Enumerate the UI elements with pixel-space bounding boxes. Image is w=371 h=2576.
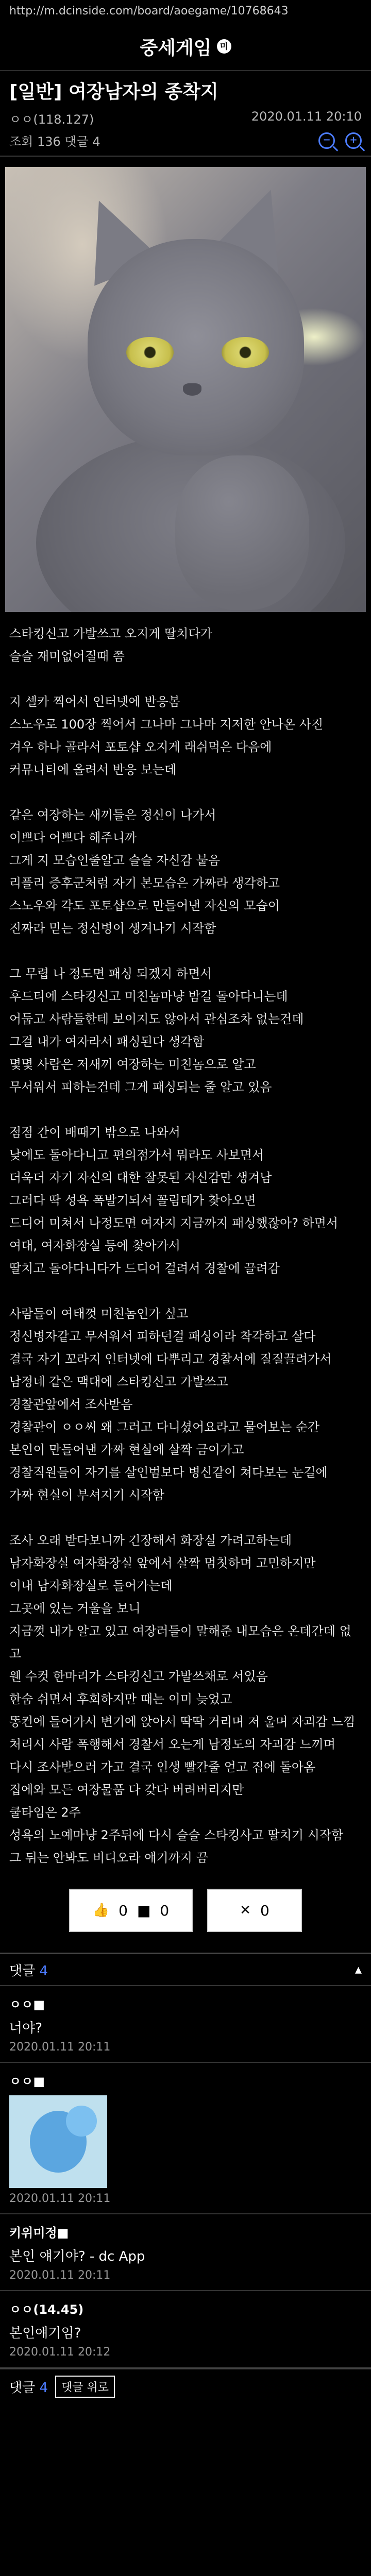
comments-header[interactable] xyxy=(0,1953,371,1986)
post-author[interactable]: ㅇㅇ(118.127) xyxy=(9,112,94,127)
recommend-area xyxy=(0,1889,371,1932)
comment-body: 본인 얘기야? - dc App xyxy=(9,2249,145,2264)
thumbs-down-icon: ✕ xyxy=(240,1903,251,1918)
post-body-line: 후드티에 스타킹신고 미친놈마냥 밤길 돌아다니는데 xyxy=(9,989,288,1004)
post-body-spacer xyxy=(9,1280,362,1302)
post-body-line: 본인이 만들어낸 가짜 현실에 살짝 금이가고 xyxy=(9,1443,244,1457)
post-body-line: 스타킹신고 가발쓰고 오지게 딸치다가 xyxy=(9,626,212,641)
post-body-line: 다시 조사받으러 가고 결국 인생 빨간줄 얻고 집에 돌아옴 xyxy=(9,1760,316,1774)
font-zoom-controls xyxy=(318,132,362,149)
comment-date: 2020.01.11 20:11 xyxy=(9,2041,111,2054)
comment-body: 본인얘기임? xyxy=(9,2326,81,2341)
post-title: [일반] 여장남자의 종착지 xyxy=(9,81,218,103)
comments-label: 댓글 xyxy=(9,1963,36,1979)
post-body-line: 드디어 미쳐서 나정도면 여자지 지금까지 패싱했잖아? 하면서 xyxy=(9,1216,339,1230)
post-body-line: 웬 수컷 한마리가 스타킹신고 가발쓰채로 서있음 xyxy=(9,1669,268,1684)
comments-count-number: 4 xyxy=(39,1963,48,1979)
post-meta xyxy=(9,109,362,127)
post-body-line: 똥컨에 들어가서 변기에 앉아서 딱딱 거리며 저 울며 자괴감 느낌 xyxy=(9,1715,356,1729)
post-body xyxy=(0,622,371,1869)
gallery-title[interactable] xyxy=(140,33,231,60)
post-body-line: 그게 지 모습인줄알고 슬슬 자신감 붙음 xyxy=(9,853,221,868)
post-datetime: 2020.01.11 20:10 xyxy=(251,109,362,124)
post-body-line: 정신병자같고 무서워서 피하던걸 패싱이라 착각하고 살다 xyxy=(9,1329,316,1344)
post-body-line: 스노우로 100장 찍어서 그나마 그나마 지저한 안나온 사진 xyxy=(9,717,324,732)
zoom-out-icon[interactable]: − xyxy=(318,132,335,149)
gallery-name[interactable]: 중세게임 xyxy=(140,37,212,59)
post-body-line: 경찰관앞에서 조사받음 xyxy=(9,1397,133,1412)
minor-gallery-badge-icon: 미 xyxy=(217,39,231,54)
post-body-line: 경찰관이 ㅇㅇ씨 왜 그러고 다니셨어요라고 물어보는 순간 xyxy=(9,1420,320,1434)
bottom-comment-number: 4 xyxy=(39,2380,48,2396)
post-body-line: 더욱더 자기 자신의 대한 잘못된 자신감만 생겨남 xyxy=(9,1171,272,1185)
post-body-line: 성욕의 노예마냥 2주뒤에 다시 슬슬 스타킹사고 딸치기 시작함 xyxy=(9,1828,344,1842)
sticker-shape xyxy=(66,2106,97,2137)
post-stats: 조회 136 댓글 4 xyxy=(9,134,100,149)
comment-nick[interactable]: ㅇㅇ■ xyxy=(9,1997,45,2012)
comment-date: 2020.01.11 20:11 xyxy=(9,2192,111,2205)
zoom-in-icon[interactable]: + xyxy=(345,132,362,149)
comment-nick[interactable]: 키위미정■ xyxy=(9,2226,69,2240)
comment-body: 너야? xyxy=(9,2021,43,2036)
post-body-line: 점점 간이 배때기 밖으로 나와서 xyxy=(9,1125,180,1140)
cat-paw xyxy=(175,455,309,610)
chevron-up-icon[interactable]: ▴ xyxy=(355,1962,362,1977)
post-body-line: 남정네 같은 맥대에 스타킹신고 가발쓰고 xyxy=(9,1375,228,1389)
dccon-sticker[interactable] xyxy=(9,2095,107,2188)
post-body-line: 집에와 모든 여장물품 다 갖다 버려버리지만 xyxy=(9,1783,244,1797)
recommend-fixed-count: 0 xyxy=(160,1902,170,1919)
comments-count xyxy=(9,1960,48,1979)
thumbs-up-icon: 👍 xyxy=(92,1903,110,1918)
post-body-line: 어둡고 사람들한테 보이지도 않아서 관심조차 없는건데 xyxy=(9,1012,304,1026)
post-body-line: 그 뒤는 안봐도 비디오라 얘기까지 끔 xyxy=(9,1851,208,1865)
post-body-line: 같은 여장하는 새끼들은 정신이 나가서 xyxy=(9,808,216,822)
post-stats-row xyxy=(9,131,362,149)
bottom-comment-bar xyxy=(0,2368,371,2403)
cat-eye-right xyxy=(222,337,269,368)
post-body-line: 낮에도 돌아다니고 편의점가서 뭐라도 사보면서 xyxy=(9,1148,264,1162)
post-header xyxy=(0,71,371,157)
comment-item xyxy=(0,2214,371,2291)
cat-nose xyxy=(183,383,201,396)
not-recommend-button[interactable] xyxy=(207,1889,302,1932)
post-body-line: 진짜라 믿는 정신병이 생겨나기 시작함 xyxy=(9,921,216,936)
post-body-line: 딸치고 돌아다니다가 드디어 걸려서 경찰에 끌려감 xyxy=(9,1261,280,1276)
post-body-line: 이내 남자화장실로 들어가는데 xyxy=(9,1579,173,1593)
post-body-line: 커뮤니티에 올려서 반응 보는데 xyxy=(9,762,177,777)
post-body-line: 처리시 사람 폭행해서 경찰서 오는게 남정도의 자괴감 느끼며 xyxy=(9,1737,336,1752)
comment-date: 2020.01.11 20:11 xyxy=(9,2269,111,2282)
post-body-spacer xyxy=(9,668,362,690)
comment-item xyxy=(0,2063,371,2214)
post-body-line: 가짜 현실이 부셔지기 시작함 xyxy=(9,1488,165,1502)
post-body-spacer xyxy=(9,940,362,962)
comment-nick[interactable]: ㅇㅇ(14.45) xyxy=(9,2302,84,2317)
comment-date: 2020.01.11 20:12 xyxy=(9,2346,111,2359)
post-image[interactable] xyxy=(5,167,366,612)
post-body-line: 경찰직원들이 자기를 살인범보다 병신같이 쳐다보는 눈길에 xyxy=(9,1465,328,1480)
post-body-line: 남자화장실 여자화장실 앞에서 살짝 멈칫하며 고민하지만 xyxy=(9,1556,316,1570)
post-body-line: 스노우와 각도 포토샵으로 만들어낸 자신의 모습이 xyxy=(9,899,280,913)
cat-eye-left xyxy=(126,337,174,368)
post-body-line: 그 무렵 나 정도면 패싱 되겠지 하면서 xyxy=(9,967,212,981)
post-body-spacer xyxy=(9,781,362,804)
recommend-up-count: 0 xyxy=(119,1902,128,1919)
post-body-line: 리플리 증후군처럼 자기 본모습은 가짜라 생각하고 xyxy=(9,876,280,890)
post-body-line: 지금껏 내가 알고 있고 여장러들이 말해준 내모습은 온데간데 없고 xyxy=(9,1624,351,1661)
post-body-spacer xyxy=(9,1098,362,1121)
post-body-line: 겨우 하나 골라서 포토샵 오지게 래쉬먹은 다음에 xyxy=(9,740,272,754)
post-body-line: 쿨타임은 2주 xyxy=(9,1805,81,1820)
fixed-recommend-icon: ■ xyxy=(137,1902,151,1919)
cat-head-shape xyxy=(88,239,304,455)
comment-item xyxy=(0,1986,371,2063)
bottom-comment-label: 댓글 xyxy=(9,2380,36,2396)
post-body-line: 이쁘다 어쁘다 해주니까 xyxy=(9,831,137,845)
recommend-button[interactable] xyxy=(69,1889,193,1932)
post-body-line: 그곳에 있는 거울을 보니 xyxy=(9,1601,141,1616)
comment-list xyxy=(0,1986,371,2368)
post-body-line: 결국 자기 꼬라지 인터넷에 다뿌리고 경찰서에 질질끌려가서 xyxy=(9,1352,332,1366)
post-body-line: 슬슬 재미없어질때 쯤 xyxy=(9,649,125,664)
comment-item xyxy=(0,2291,371,2368)
comment-nick[interactable]: ㅇㅇ■ xyxy=(9,2074,45,2089)
post-body-line: 조사 오래 받다보니까 긴장해서 화장실 가려고하는데 xyxy=(9,1533,292,1548)
post-body-line: 무서워서 피하는건데 그게 패싱되는 줄 알고 있음 xyxy=(9,1080,272,1094)
post-body-line: 사람들이 여태껏 미친놈인가 싶고 xyxy=(9,1307,189,1321)
post-body-line: 그러다 딱 성욕 폭발기되서 꼴림테가 찾아오면 xyxy=(9,1193,256,1208)
post-body-line: 지 셀카 찍어서 인터넷에 반응봄 xyxy=(9,694,180,709)
post-body-line: 여대, 여자화장실 등에 찾아가서 xyxy=(9,1239,180,1253)
url-bar[interactable]: http://m.dcinside.com/board/aoegame/10768643 xyxy=(0,0,371,23)
gallery-header xyxy=(0,23,371,71)
recommend-down-count: 0 xyxy=(260,1902,269,1919)
comment-up-button[interactable]: 댓글 위로 xyxy=(55,2376,115,2398)
post-body-line: 한숨 쉬면서 후회하지만 때는 이미 늦었고 xyxy=(9,1692,232,1706)
bottom-comment-count xyxy=(9,2377,48,2396)
post-body-spacer xyxy=(9,1506,362,1529)
post-body-line: 몇몇 사람은 저새끼 여장하는 미친놈으로 알고 xyxy=(9,1057,256,1072)
post-body-line: 그걸 내가 여자라서 패싱된다 생각함 xyxy=(9,1035,205,1049)
